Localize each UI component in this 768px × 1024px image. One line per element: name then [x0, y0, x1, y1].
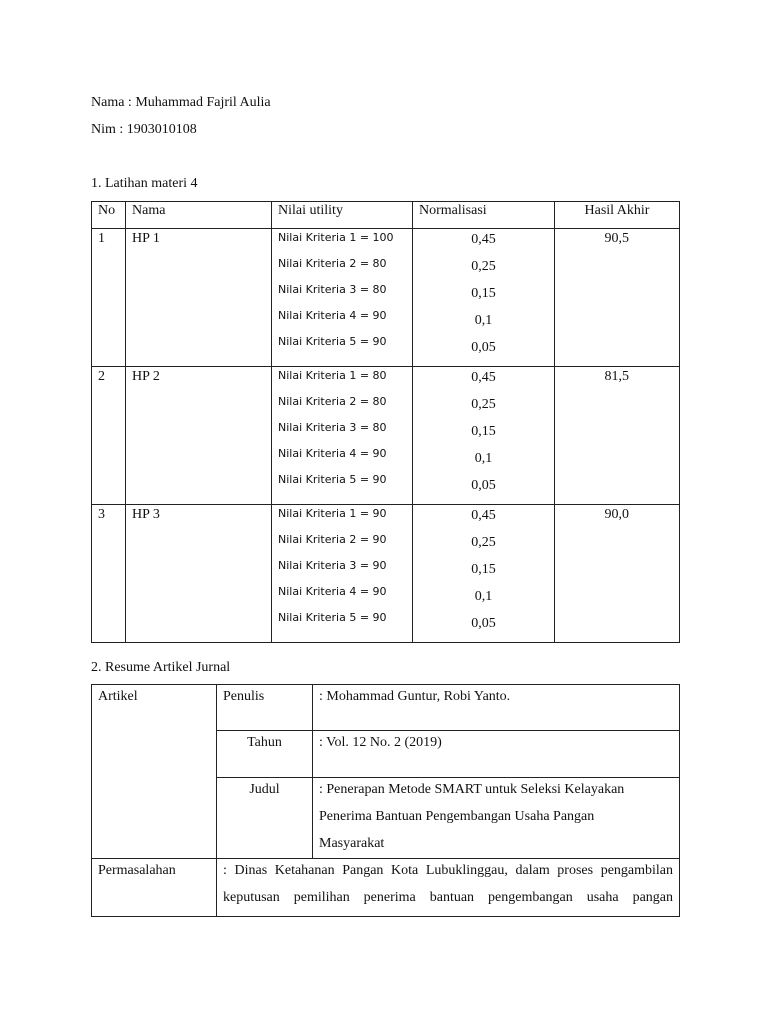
kriteria-value: Nilai Kriteria 1 = 100 [278, 231, 394, 244]
row-kriteria [272, 505, 413, 643]
row-hasil-akhir: 81,5 [555, 367, 680, 505]
normalisasi-value: 0,25 [471, 535, 496, 550]
normalisasi-value: 0,15 [471, 424, 496, 439]
permasalahan-line: : Dinas Ketahanan Pangan Kota Lubuklinggau, dalam proses pengambilan [223, 863, 673, 878]
judul-value [313, 778, 680, 859]
tahun-value: : Vol. 12 No. 2 (2019) [313, 731, 680, 778]
kriteria-value: Nilai Kriteria 4 = 90 [278, 447, 387, 460]
normalisasi-value: 0,05 [471, 340, 496, 355]
normalisasi-value: 0,45 [471, 508, 496, 523]
judul-line: Masyarakat [319, 836, 385, 851]
kriteria-value: Nilai Kriteria 4 = 90 [278, 309, 387, 322]
column-header-normalisasi: Normalisasi [413, 202, 555, 229]
tahun-label: Tahun [217, 731, 313, 778]
student-name: Nama : Muhammad Fajril Aulia [91, 95, 271, 110]
normalisasi-value: 0,25 [471, 259, 496, 274]
normalisasi-value: 0,05 [471, 478, 496, 493]
smart-result-table [91, 201, 680, 643]
row-nama: HP 1 [126, 229, 272, 367]
permasalahan-value [217, 859, 680, 917]
judul-label: Judul [217, 778, 313, 859]
table-row [92, 685, 680, 731]
permasalahan-line: keputusan pemilihan penerima bantuan pengembangan usaha pangan [223, 890, 673, 905]
section-1-title: 1. Latihan materi 4 [91, 176, 198, 191]
kriteria-value: Nilai Kriteria 1 = 90 [278, 507, 387, 520]
journal-resume-table [91, 684, 680, 917]
row-normalisasi [413, 367, 555, 505]
column-header-nilai-utility: Nilai utility [272, 202, 413, 229]
kriteria-value: Nilai Kriteria 2 = 80 [278, 395, 387, 408]
penulis-value: : Mohammad Guntur, Robi Yanto. [313, 685, 680, 731]
penulis-label: Penulis [217, 685, 313, 731]
normalisasi-value: 0,25 [471, 397, 496, 412]
column-header-hasil-akhir: Hasil Akhir [555, 202, 680, 229]
normalisasi-value: 0,05 [471, 616, 496, 631]
normalisasi-value: 0,45 [471, 370, 496, 385]
normalisasi-value: 0,1 [474, 451, 493, 466]
kriteria-value: Nilai Kriteria 1 = 80 [278, 369, 387, 382]
row-no: 1 [92, 229, 126, 367]
table-row [92, 505, 680, 643]
row-normalisasi [413, 505, 555, 643]
table-header-row [92, 202, 680, 229]
kriteria-value: Nilai Kriteria 3 = 80 [278, 421, 387, 434]
row-kriteria [272, 367, 413, 505]
row-no: 2 [92, 367, 126, 505]
normalisasi-value: 0,15 [471, 286, 496, 301]
row-hasil-akhir: 90,0 [555, 505, 680, 643]
kriteria-value: Nilai Kriteria 5 = 90 [278, 611, 387, 624]
row-nama: HP 3 [126, 505, 272, 643]
table-row [92, 229, 680, 367]
kriteria-value: Nilai Kriteria 4 = 90 [278, 585, 387, 598]
row-kriteria [272, 229, 413, 367]
row-nama: HP 2 [126, 367, 272, 505]
artikel-label: Artikel [92, 685, 217, 859]
judul-line: Penerima Bantuan Pengembangan Usaha Pangan [319, 809, 595, 824]
permasalahan-label: Permasalahan [92, 859, 217, 917]
judul-line: : Penerapan Metode SMART untuk Seleksi Kelayakan [319, 782, 625, 797]
kriteria-value: Nilai Kriteria 5 = 90 [278, 335, 387, 348]
normalisasi-value: 0,1 [474, 313, 493, 328]
row-no: 3 [92, 505, 126, 643]
normalisasi-value: 0,45 [471, 232, 496, 247]
student-nim: Nim : 1903010108 [91, 122, 197, 137]
column-header-nama: Nama [126, 202, 272, 229]
row-hasil-akhir: 90,5 [555, 229, 680, 367]
kriteria-value: Nilai Kriteria 3 = 80 [278, 283, 387, 296]
section-2-title: 2. Resume Artikel Jurnal [91, 660, 231, 675]
kriteria-value: Nilai Kriteria 5 = 90 [278, 473, 387, 486]
table-row [92, 367, 680, 505]
normalisasi-value: 0,15 [471, 562, 496, 577]
normalisasi-value: 0,1 [474, 589, 493, 604]
kriteria-value: Nilai Kriteria 3 = 90 [278, 559, 387, 572]
table-row [92, 859, 680, 917]
column-header-no: No [92, 202, 126, 229]
kriteria-value: Nilai Kriteria 2 = 90 [278, 533, 387, 546]
row-normalisasi [413, 229, 555, 367]
kriteria-value: Nilai Kriteria 2 = 80 [278, 257, 387, 270]
